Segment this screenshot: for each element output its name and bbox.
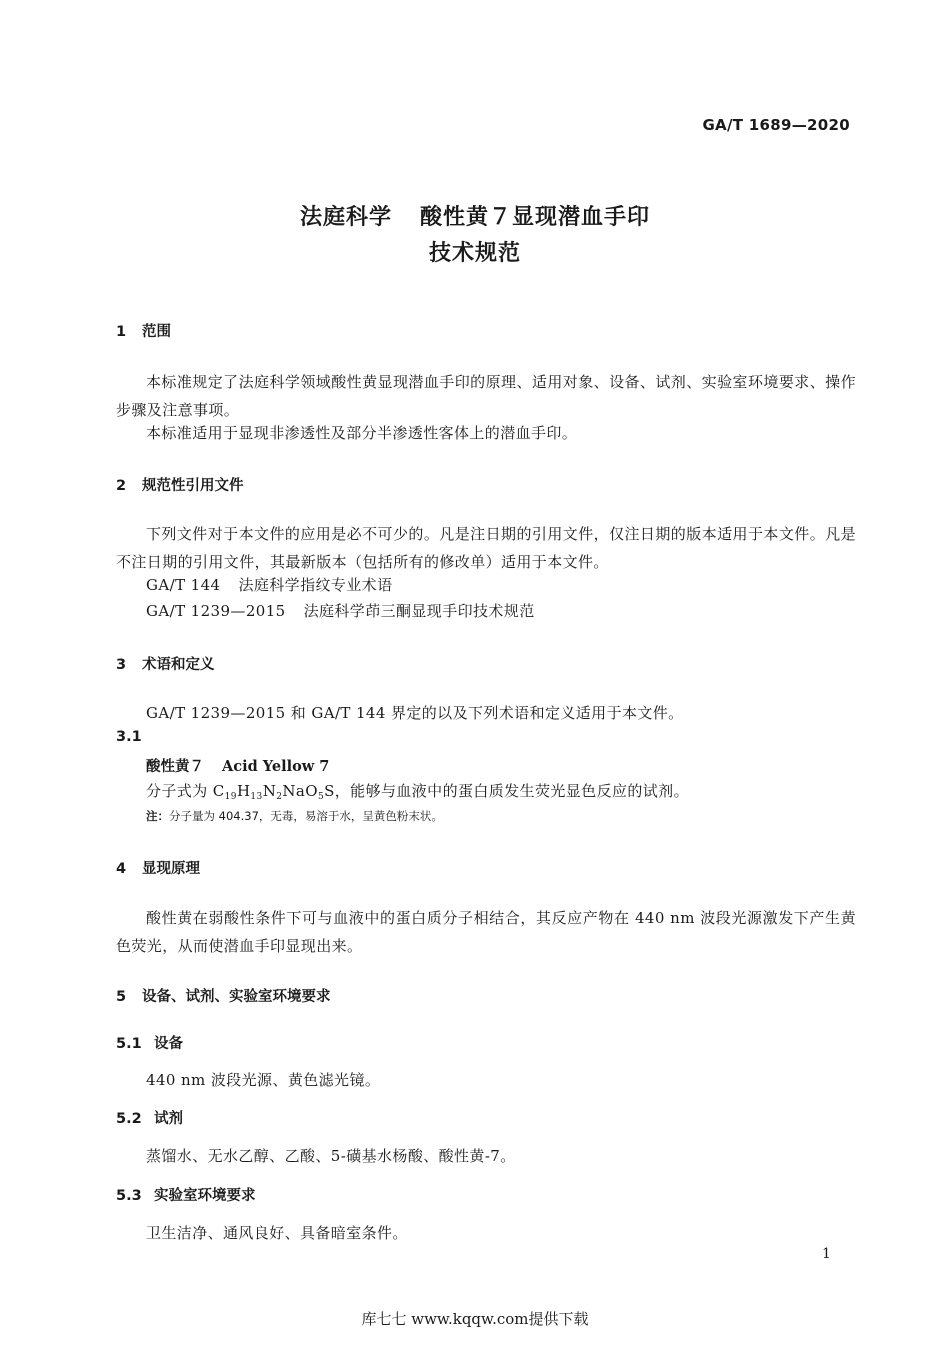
section-1-paragraph-2: 本标准适用于显现非渗透性及部分半渗透性客体上的潜血手印。 (146, 424, 578, 442)
section-4-paragraph-1: 酸性黄在弱酸性条件下可与血液中的蛋白质分子相结合，其反应产物在 440 nm 波段光源激发下产生黄色荧光，从而使潜血手印显现出来。 (116, 909, 856, 955)
subsection-5-2-text: 蒸馏水、无水乙醇、乙酸、5-磺基水杨酸、酸性黄-7。 (146, 1147, 516, 1165)
document-title-line1 (0, 200, 950, 231)
term-english: Acid Yellow 7 (222, 758, 330, 775)
subsection-number: 5.3 (116, 1188, 142, 1204)
subsection-5-3-heading (116, 1184, 256, 1205)
section-number: 2 (116, 478, 127, 494)
subsection-5-1-heading (116, 1032, 183, 1053)
section-title: 规范性引用文件 (142, 478, 244, 494)
subsection-3-1-number: 3.1 (116, 729, 142, 745)
section-2-paragraph-1: 下列文件对于本文件的应用是必不可少的。凡是注日期的引用文件，仅注日期的版本适用于本文件。凡是不注日期的引用文件，其最新版本（包括所有的修改单）适用于本文件。 (116, 525, 856, 571)
document-title-line2: 技术规范 (428, 241, 521, 266)
section-3-heading (116, 653, 215, 674)
reference-item (146, 574, 393, 595)
section-title: 设备、试剂、实验室环境要求 (142, 989, 331, 1005)
section-number: 3 (116, 657, 127, 673)
section-number: 4 (116, 861, 127, 877)
section-5-heading (116, 985, 331, 1006)
section-2-heading (116, 474, 244, 495)
subsection-title: 设备 (154, 1036, 183, 1052)
term-note (146, 808, 443, 824)
section-number: 5 (116, 989, 127, 1005)
reference-name: 法庭科学指纹专业术语 (238, 576, 393, 594)
term-definition (146, 780, 689, 801)
section-1-heading (116, 320, 171, 341)
section-number: 1 (116, 324, 127, 340)
subsection-5-1-text: 440 nm 波段光源、黄色滤光镜。 (146, 1071, 381, 1089)
download-footer: 库七七 www.kqqw.com提供下载 (361, 1310, 589, 1328)
formula-suffix: ，能够与血液中的蛋白质发生荧光显色反应的试剂。 (334, 782, 689, 800)
section-title: 显现原理 (142, 861, 200, 877)
subsection-title: 试剂 (154, 1111, 183, 1127)
chemical-formula: $C_{19}H_{13}N_2NaO_5S$ (212, 782, 335, 802)
subsection-number: 5.1 (116, 1036, 142, 1052)
formula-prefix: 分子式为 (146, 782, 213, 800)
reference-name: 法庭科学茚三酮显现手印技术规范 (303, 602, 535, 620)
note-text: 分子量为 404.37，无毒，易溶于水，呈黄色粉末状。 (169, 809, 443, 823)
subsection-number: 5.2 (116, 1111, 142, 1127)
reference-item (146, 600, 535, 621)
section-4-heading (116, 857, 200, 878)
section-1-paragraph-1: 本标准规定了法庭科学领域酸性黄显现潜血手印的原理、适用对象、设备、试剂、实验室环境要求、操作步骤及注意事项。 (116, 373, 856, 419)
title-part2: 酸性黄７显现潜血手印 (420, 205, 651, 230)
section-3-paragraph-1: GA/T 1239—2015 和 GA/T 144 界定的以及下列术语和定义适用于本文件。 (146, 704, 684, 722)
section-title: 范围 (142, 324, 171, 340)
reference-code: GA/T 144 (146, 576, 221, 594)
section-title: 术语和定义 (142, 657, 215, 673)
title-part1: 法庭科学 (299, 205, 392, 230)
subsection-5-2-heading (116, 1107, 183, 1128)
term-chinese: 酸性黄７ (146, 759, 204, 775)
subsection-5-3-text: 卫生洁净、通风良好、具备暗室条件。 (146, 1224, 408, 1242)
page-number: 1 (822, 1246, 831, 1262)
reference-code: GA/T 1239—2015 (146, 602, 286, 620)
term-entry (146, 755, 329, 776)
subsection-title: 实验室环境要求 (154, 1188, 256, 1204)
standard-code: GA/T 1689—2020 (702, 116, 850, 134)
note-label: 注： (146, 809, 169, 823)
